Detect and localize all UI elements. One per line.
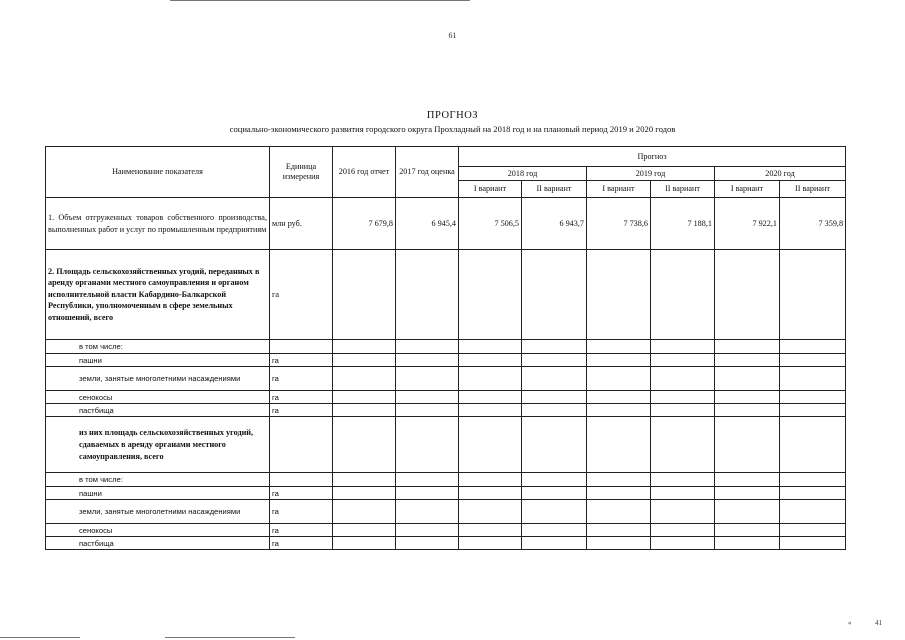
header-2019-v1: I вариант bbox=[587, 181, 651, 198]
table-row bbox=[46, 473, 846, 487]
value-2019-v2: 7 188,1 bbox=[651, 198, 715, 250]
table-row bbox=[46, 487, 846, 500]
row-unit: га bbox=[270, 500, 333, 524]
header-unit: Единица измерения bbox=[270, 147, 333, 198]
header-2020-v1: I вариант bbox=[715, 181, 780, 198]
table-row bbox=[46, 500, 846, 524]
page-number: 61 bbox=[448, 31, 457, 40]
row-name: 2. Площадь сельскохозяйственных угодий, переданных в аренду органами местного самоуправления и органом исполнительной власти Кабардино-Балкарской Республики, уполномоченным в сфере земельных отношений, всего bbox=[46, 250, 270, 340]
corner-mark-left: « bbox=[848, 619, 852, 627]
row-unit bbox=[270, 340, 333, 354]
row-unit: га bbox=[270, 354, 333, 367]
table-row bbox=[46, 537, 846, 550]
table-row bbox=[46, 404, 846, 417]
table-row bbox=[46, 367, 846, 391]
table-row bbox=[46, 524, 846, 537]
row-name: сенокосы bbox=[46, 391, 270, 404]
row-unit bbox=[270, 417, 333, 473]
value-2018-v2: 6 943,7 bbox=[522, 198, 587, 250]
row-unit: га bbox=[270, 250, 333, 340]
header-row-1 bbox=[46, 147, 846, 167]
row-unit: га bbox=[270, 391, 333, 404]
row-name: из них площадь сельскохозяйственных угодий, сдаваемых в аренду органами местного самоуправления, всего bbox=[46, 417, 270, 473]
row-name: в том числе: bbox=[46, 473, 270, 487]
table-row bbox=[46, 250, 846, 340]
header-2018-v1: I вариант bbox=[459, 181, 522, 198]
header-2019: 2019 год bbox=[587, 167, 715, 181]
scan-edge-line-top bbox=[170, 0, 470, 1]
corner-mark-right: 41 bbox=[875, 619, 882, 627]
value-2018-v1: 7 506,5 bbox=[459, 198, 522, 250]
row-name: земли, занятые многолетними насаждениями bbox=[46, 500, 270, 524]
header-2017: 2017 год оценка bbox=[396, 147, 459, 198]
row-unit: га bbox=[270, 487, 333, 500]
header-2018-v2: II вариант bbox=[522, 181, 587, 198]
header-2019-v2: II вариант bbox=[651, 181, 715, 198]
row-name: земли, занятые многолетними насаждениями bbox=[46, 367, 270, 391]
row-unit bbox=[270, 473, 333, 487]
document-subtitle: социально-экономического развития городского округа Прохладный на 2018 год и на плановый период 2019 и 2020 годов bbox=[229, 124, 676, 134]
row-unit: га bbox=[270, 367, 333, 391]
row-name: пашни bbox=[46, 354, 270, 367]
row-name: 1. Объем отгруженных товаров собственного производства, выполненных работ и услуг по промышленным предприятиям bbox=[46, 198, 270, 250]
header-name: Наименование показателя bbox=[46, 147, 270, 198]
header-forecast: Прогноз bbox=[459, 147, 846, 167]
row-name: пастбища bbox=[46, 537, 270, 550]
value-2020-v2: 7 359,8 bbox=[780, 198, 846, 250]
row-name: в том числе: bbox=[46, 340, 270, 354]
value-2020-v1: 7 922,1 bbox=[715, 198, 780, 250]
table-row bbox=[46, 417, 846, 473]
header-2018: 2018 год bbox=[459, 167, 587, 181]
value-2019-v1: 7 738,6 bbox=[587, 198, 651, 250]
row-unit: га bbox=[270, 524, 333, 537]
row-unit: млн руб. bbox=[270, 198, 333, 250]
scan-edge-line-bottom-left bbox=[0, 637, 80, 638]
row-name: пастбища bbox=[46, 404, 270, 417]
scan-edge-line-bottom-mid bbox=[165, 637, 295, 638]
forecast-table bbox=[45, 146, 846, 550]
table-row bbox=[46, 354, 846, 367]
row-unit: га bbox=[270, 404, 333, 417]
header-2020: 2020 год bbox=[715, 167, 846, 181]
header-2016: 2016 год отчет bbox=[333, 147, 396, 198]
row-name: сенокосы bbox=[46, 524, 270, 537]
header-2020-v2: II вариант bbox=[780, 181, 846, 198]
table-row bbox=[46, 391, 846, 404]
table-row bbox=[46, 198, 846, 250]
row-name: пашни bbox=[46, 487, 270, 500]
row-unit: га bbox=[270, 537, 333, 550]
document-title: ПРОГНОЗ bbox=[426, 110, 479, 121]
value-2017: 6 945,4 bbox=[396, 198, 459, 250]
value-2016: 7 679,8 bbox=[333, 198, 396, 250]
table-row bbox=[46, 340, 846, 354]
